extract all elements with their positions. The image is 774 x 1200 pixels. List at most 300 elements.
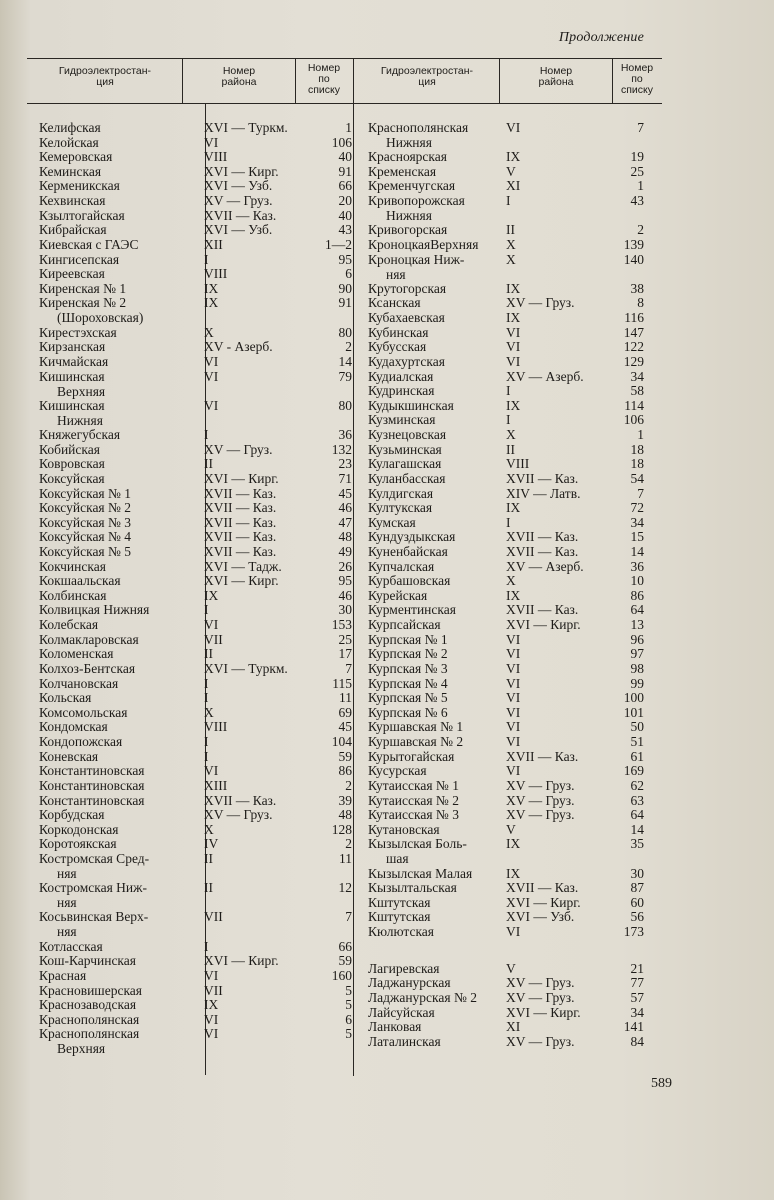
- region-number: VI: [506, 924, 521, 940]
- table-row: [39, 120, 352, 135]
- table-row: [368, 632, 678, 647]
- region-number: VI: [204, 1026, 219, 1042]
- region-number: IX: [204, 295, 219, 311]
- table-row: [368, 734, 678, 749]
- station-name: Кондопожская: [39, 734, 123, 750]
- list-number: 101: [623, 704, 644, 720]
- region-number: VI: [506, 734, 521, 750]
- table-row: [368, 866, 678, 881]
- region-number: VI: [506, 675, 521, 691]
- table-row: [39, 967, 352, 983]
- station-name: Кирестэхская: [39, 324, 117, 340]
- station-name: Кобийская: [39, 441, 100, 457]
- station-name: Кутаисская № 3: [368, 807, 459, 823]
- table-row: [368, 719, 678, 734]
- table-row: [39, 485, 352, 501]
- table-row: [39, 660, 352, 676]
- table-row: [368, 456, 678, 471]
- station-name: Красновишерская: [39, 982, 142, 998]
- table-row: [368, 529, 678, 544]
- region-number: VII: [204, 982, 223, 998]
- list-number: 79: [338, 368, 352, 384]
- header-region: Номер района: [538, 65, 574, 88]
- station-name: Кубинская: [368, 324, 429, 340]
- station-name: Кибрайская: [39, 222, 107, 238]
- list-number: 59: [338, 953, 352, 969]
- table-row: [39, 1011, 352, 1027]
- region-number: XVII — Каз.: [204, 207, 277, 223]
- station-name: Курпская № 3: [368, 660, 448, 676]
- region-number: IX: [506, 397, 521, 413]
- table-row: [39, 178, 352, 194]
- region-number: VI: [506, 704, 521, 720]
- region-number: XVI — Туркм.: [204, 660, 288, 676]
- region-number: VI: [506, 324, 521, 340]
- list-number: 7: [345, 660, 352, 676]
- region-number: XVI — Кирг.: [204, 163, 279, 179]
- station-name: Колчановская: [39, 675, 119, 691]
- station-name: Кривогорская: [368, 222, 448, 238]
- station-name: Курпская № 4: [368, 675, 448, 691]
- list-number: 84: [630, 1033, 644, 1049]
- station-name: Котласская: [39, 938, 103, 954]
- station-name: Коксуйская № 2: [39, 500, 132, 516]
- region-number: I: [204, 675, 209, 691]
- region-number: XV — Груз.: [506, 1033, 575, 1049]
- region-number: XVI — Узб.: [506, 909, 575, 925]
- station-name: Кулагашская: [368, 456, 442, 472]
- station-name-continuation: няя: [57, 924, 77, 940]
- region-number: XVII — Каз.: [204, 529, 277, 545]
- list-number: 19: [630, 149, 644, 165]
- running-head: Продолжение: [558, 30, 644, 45]
- table-row: [368, 471, 678, 486]
- station-name: Кривопорожская: [368, 193, 465, 209]
- region-number: IV: [204, 836, 219, 852]
- station-name: Курбашовская: [368, 573, 451, 589]
- list-number: 25: [630, 163, 644, 179]
- table-row: [39, 909, 352, 940]
- region-number: XV — Груз.: [506, 989, 575, 1005]
- list-number: 96: [630, 631, 644, 647]
- region-number: VI: [204, 353, 219, 369]
- station-name: Кеминская: [39, 163, 102, 179]
- region-number: XV — Груз.: [204, 807, 273, 823]
- list-number: 30: [338, 602, 352, 618]
- table-row: [368, 763, 678, 778]
- table-row: [368, 412, 678, 427]
- region-number: XV — Груз.: [506, 807, 575, 823]
- station-name: Киренская № 1: [39, 280, 127, 296]
- station-name: Кемеровская: [39, 149, 113, 165]
- list-number: 153: [331, 617, 352, 633]
- list-number: 106: [623, 412, 644, 428]
- table-row: [39, 836, 352, 852]
- station-name: Краснополянская: [39, 1026, 140, 1042]
- region-number: II: [204, 456, 213, 472]
- region-number: I: [204, 427, 209, 443]
- region-number: X: [506, 251, 516, 267]
- region-number: XVII — Каз.: [204, 543, 277, 559]
- region-number: IX: [204, 587, 219, 603]
- list-number: 14: [630, 543, 644, 559]
- region-number: X: [506, 427, 516, 443]
- region-number: VIII: [204, 266, 228, 282]
- region-number: X: [204, 704, 214, 720]
- station-name: Курментинская: [368, 602, 456, 618]
- region-number: X: [506, 236, 516, 252]
- table-row: [39, 997, 352, 1013]
- station-name: Купчалская: [368, 558, 435, 574]
- table-row: [39, 470, 352, 486]
- table-row: [39, 339, 352, 355]
- station-name: Красноярская: [368, 149, 447, 165]
- table-row: [368, 676, 678, 691]
- station-name: Комсомольская: [39, 704, 128, 720]
- list-number: 97: [630, 646, 644, 662]
- list-number: 17: [338, 646, 352, 662]
- region-number: XVI — Кирг.: [204, 573, 279, 589]
- region-number: XVI — Узб.: [204, 222, 273, 238]
- station-name: Курпская № 6: [368, 704, 448, 720]
- region-number: XVI — Тадж.: [204, 558, 282, 574]
- list-number: 5: [345, 982, 352, 998]
- station-name: Керменикская: [39, 178, 120, 194]
- station-name: Коксуйская № 1: [39, 485, 132, 501]
- list-number: 106: [331, 134, 352, 150]
- list-number: 5: [345, 997, 352, 1013]
- table-row: [368, 427, 678, 442]
- table-row: [39, 353, 352, 369]
- region-number: X: [506, 573, 516, 589]
- region-number: XVII — Каз.: [506, 602, 579, 618]
- table-row: [39, 251, 352, 267]
- table-row: [39, 602, 352, 618]
- station-name: Ковровская: [39, 456, 105, 472]
- list-number: 15: [630, 529, 644, 545]
- list-number: 12: [338, 880, 352, 896]
- table-row: [39, 587, 352, 603]
- station-name: Ланковая: [368, 1019, 422, 1035]
- list-number: 64: [630, 807, 644, 823]
- region-number: II: [204, 851, 213, 866]
- table-row: [368, 690, 678, 705]
- header-list-number: Номер по списку: [307, 62, 341, 96]
- station-name: Кзылтогайская: [39, 207, 125, 223]
- region-number: II: [506, 222, 515, 238]
- table-row: [368, 661, 678, 676]
- list-number: 46: [338, 500, 352, 516]
- table-row: [39, 763, 352, 779]
- table-row: [368, 822, 678, 837]
- region-number: VII: [204, 909, 223, 925]
- region-number: IX: [204, 280, 219, 296]
- table-row: [39, 441, 352, 457]
- station-name: Курпская № 1: [368, 631, 448, 647]
- list-number: 114: [624, 397, 644, 413]
- table-row: [39, 704, 352, 720]
- list-number: 51: [630, 734, 644, 750]
- station-name: Кштутская: [368, 909, 431, 925]
- station-name: Киреевская: [39, 266, 105, 282]
- list-number: 8: [637, 295, 644, 311]
- region-number: VI: [204, 397, 219, 413]
- table-row: [39, 953, 352, 969]
- list-number: 59: [338, 748, 352, 764]
- table-row: [39, 543, 352, 559]
- table-row: [368, 149, 678, 164]
- station-name: Кудиалская: [368, 368, 434, 384]
- station-name: Култукская: [368, 500, 433, 516]
- station-name: Ксанская: [368, 295, 421, 311]
- table-row: [368, 251, 678, 282]
- region-number: VI: [204, 368, 219, 384]
- list-number: 54: [630, 470, 644, 486]
- station-name: Келифская: [39, 120, 101, 135]
- list-number: 1: [345, 120, 352, 135]
- station-name-continuation: (Шороховская): [57, 310, 144, 326]
- table-row: [39, 295, 352, 326]
- list-number: 173: [623, 924, 644, 940]
- list-number: 13: [630, 617, 644, 633]
- region-number: XI: [506, 178, 521, 194]
- region-number: II: [204, 646, 213, 662]
- list-number: 36: [338, 427, 352, 443]
- list-number: 87: [630, 880, 644, 896]
- list-number: 45: [338, 485, 352, 501]
- list-number: 1—2: [325, 236, 352, 252]
- list-number: 116: [624, 310, 644, 326]
- region-number: VI: [506, 719, 521, 735]
- table-row: [368, 807, 678, 822]
- station-name: Ладжанурская № 2: [368, 989, 477, 1005]
- list-number: 56: [630, 909, 644, 925]
- table-row: [368, 222, 678, 237]
- region-number: VI: [506, 763, 521, 779]
- region-number: I: [204, 734, 209, 750]
- list-number: 6: [345, 1011, 352, 1027]
- table-row: [39, 1026, 352, 1057]
- list-number: 26: [338, 558, 352, 574]
- region-number: VI: [506, 660, 521, 676]
- station-name: Куненбайская: [368, 543, 448, 559]
- header-region: Номер района: [221, 65, 257, 88]
- table-row: [39, 558, 352, 574]
- table-row: [368, 573, 678, 588]
- region-number: XV — Груз.: [506, 975, 575, 991]
- table-row: [39, 280, 352, 296]
- table-row: [368, 369, 678, 384]
- table-row: [39, 236, 352, 252]
- list-number: 80: [338, 324, 352, 340]
- region-number: XV — Груз.: [204, 441, 273, 457]
- station-name: Кубусская: [368, 339, 427, 355]
- table-row: [39, 163, 352, 179]
- region-number: IX: [204, 997, 219, 1013]
- list-number: 18: [630, 456, 644, 472]
- list-number: 63: [630, 792, 644, 808]
- list-number: 99: [630, 675, 644, 691]
- table-row: [368, 924, 678, 939]
- list-number: 66: [338, 178, 352, 194]
- table-row: [39, 982, 352, 998]
- list-number: 98: [630, 660, 644, 676]
- station-name: Константиновская: [39, 763, 145, 779]
- table-row: [39, 500, 352, 516]
- region-number: VIII: [204, 719, 228, 735]
- region-number: I: [204, 748, 209, 764]
- station-name: КроноцкаяВерхняя: [368, 236, 479, 252]
- list-number: 104: [331, 734, 352, 750]
- region-number: IX: [506, 500, 521, 516]
- region-number: VI: [204, 763, 219, 779]
- region-number: XVI — Кирг.: [506, 617, 581, 633]
- region-number: IX: [506, 836, 521, 852]
- station-name: Куршавская № 1: [368, 719, 464, 735]
- station-name: Кузнецовская: [368, 427, 447, 443]
- table-row: [368, 398, 678, 413]
- station-name: Колмакларовская: [39, 631, 139, 647]
- table-row: [39, 631, 352, 647]
- region-number: XV — Груз.: [506, 295, 575, 311]
- station-name: Красная: [39, 967, 87, 983]
- header-station: Гидроэлектростан- ция: [58, 65, 152, 88]
- list-number: 69: [338, 704, 352, 720]
- region-number: XVII — Каз.: [204, 792, 277, 808]
- list-number: 169: [623, 763, 644, 779]
- table-row: [368, 500, 678, 515]
- list-number: 36: [630, 558, 644, 574]
- list-number: 71: [338, 470, 352, 486]
- list-number: 38: [630, 280, 644, 296]
- region-number: XVII — Каз.: [506, 543, 579, 559]
- table-row: [368, 295, 678, 310]
- region-number: VI: [506, 353, 521, 369]
- list-number: 45: [338, 719, 352, 735]
- table-row: [368, 178, 678, 193]
- list-number: 39: [338, 792, 352, 808]
- station-name: Кузминская: [368, 412, 436, 428]
- table-row: [39, 646, 352, 662]
- station-name: Курпская № 2: [368, 646, 448, 662]
- region-number: VI: [204, 967, 219, 983]
- station-name: Кольская: [39, 690, 92, 706]
- station-name: Лайсуйская: [368, 1004, 435, 1020]
- table-row: [368, 339, 678, 354]
- table-row: [39, 573, 352, 589]
- table-row: [368, 383, 678, 398]
- region-number: I: [204, 251, 209, 267]
- station-name: Кызылтальская: [368, 880, 457, 896]
- region-number: XVI — Кирг.: [204, 470, 279, 486]
- list-number: 11: [339, 690, 352, 706]
- station-name-continuation: няя: [57, 895, 77, 911]
- table-row: [39, 427, 352, 443]
- table-row: [39, 777, 352, 793]
- region-number: X: [204, 324, 214, 340]
- table-row: [39, 719, 352, 735]
- table-row: [368, 975, 678, 990]
- region-number: XVII — Каз.: [506, 748, 579, 764]
- table-row: [368, 325, 678, 340]
- station-name: Курпсайская: [368, 617, 441, 633]
- table-row: [39, 734, 352, 750]
- region-number: I: [204, 602, 209, 618]
- list-number: 25: [338, 631, 352, 647]
- region-number: XV - Азерб.: [204, 339, 273, 355]
- list-number: 1: [637, 178, 644, 194]
- region-number: VII: [204, 631, 223, 647]
- list-number: 132: [331, 441, 352, 457]
- table-row: [39, 690, 352, 706]
- table-top-rule: [27, 58, 662, 59]
- station-name: Латалинская: [368, 1033, 441, 1049]
- table-row: [368, 310, 678, 325]
- list-number: 1: [637, 427, 644, 443]
- list-number: 35: [630, 836, 644, 852]
- list-number: 7: [637, 120, 644, 135]
- station-name: Кокчинская: [39, 558, 106, 574]
- list-number: 160: [331, 967, 352, 983]
- station-name: Кишинская: [39, 368, 105, 384]
- table-row: [368, 793, 678, 808]
- region-number: XI: [506, 1019, 521, 1035]
- list-number: 100: [623, 690, 644, 706]
- station-name: Кондомская: [39, 719, 108, 735]
- list-number: 49: [338, 543, 352, 559]
- table-row: [368, 515, 678, 530]
- table-row: [368, 961, 678, 976]
- region-number: VI: [506, 646, 521, 662]
- table-row: [39, 222, 352, 238]
- station-name: Кулдигская: [368, 485, 434, 501]
- station-name: Ладжанурская: [368, 975, 451, 991]
- list-number: 18: [630, 441, 644, 457]
- region-number: VIII: [204, 149, 228, 165]
- station-name-continuation: Нижняя: [386, 208, 432, 224]
- station-name: Кудыкшинская: [368, 397, 454, 413]
- station-name-continuation: Верхняя: [57, 1041, 106, 1057]
- list-number: 30: [630, 865, 644, 881]
- region-number: XV — Груз.: [506, 792, 575, 808]
- table-row: [368, 354, 678, 369]
- station-name: Кутаисская № 1: [368, 777, 459, 793]
- table-row: [39, 207, 352, 223]
- list-number: 14: [630, 821, 644, 837]
- region-number: IX: [506, 310, 521, 326]
- station-name: Коневская: [39, 748, 99, 764]
- station-name: Колбинская: [39, 587, 107, 603]
- list-number: 7: [345, 909, 352, 925]
- station-name-continuation: Верхняя: [57, 383, 106, 399]
- region-number: I: [506, 514, 511, 530]
- table-row: [39, 134, 352, 150]
- table-row: [39, 617, 352, 633]
- station-name: Кроноцкая Ниж-: [368, 251, 465, 267]
- station-name: Краснозаводская: [39, 997, 137, 1013]
- region-number: IX: [506, 149, 521, 165]
- list-number: 115: [332, 675, 352, 691]
- table-row: [39, 851, 352, 881]
- station-name: Кош-Карчинская: [39, 953, 136, 969]
- list-number: 2: [637, 222, 644, 238]
- page-number: 589: [651, 1076, 672, 1091]
- region-number: XVII — Каз.: [506, 470, 579, 486]
- list-number: 40: [338, 207, 352, 223]
- region-number: VI: [204, 617, 219, 633]
- list-number: 140: [623, 251, 644, 267]
- table-row: [39, 514, 352, 530]
